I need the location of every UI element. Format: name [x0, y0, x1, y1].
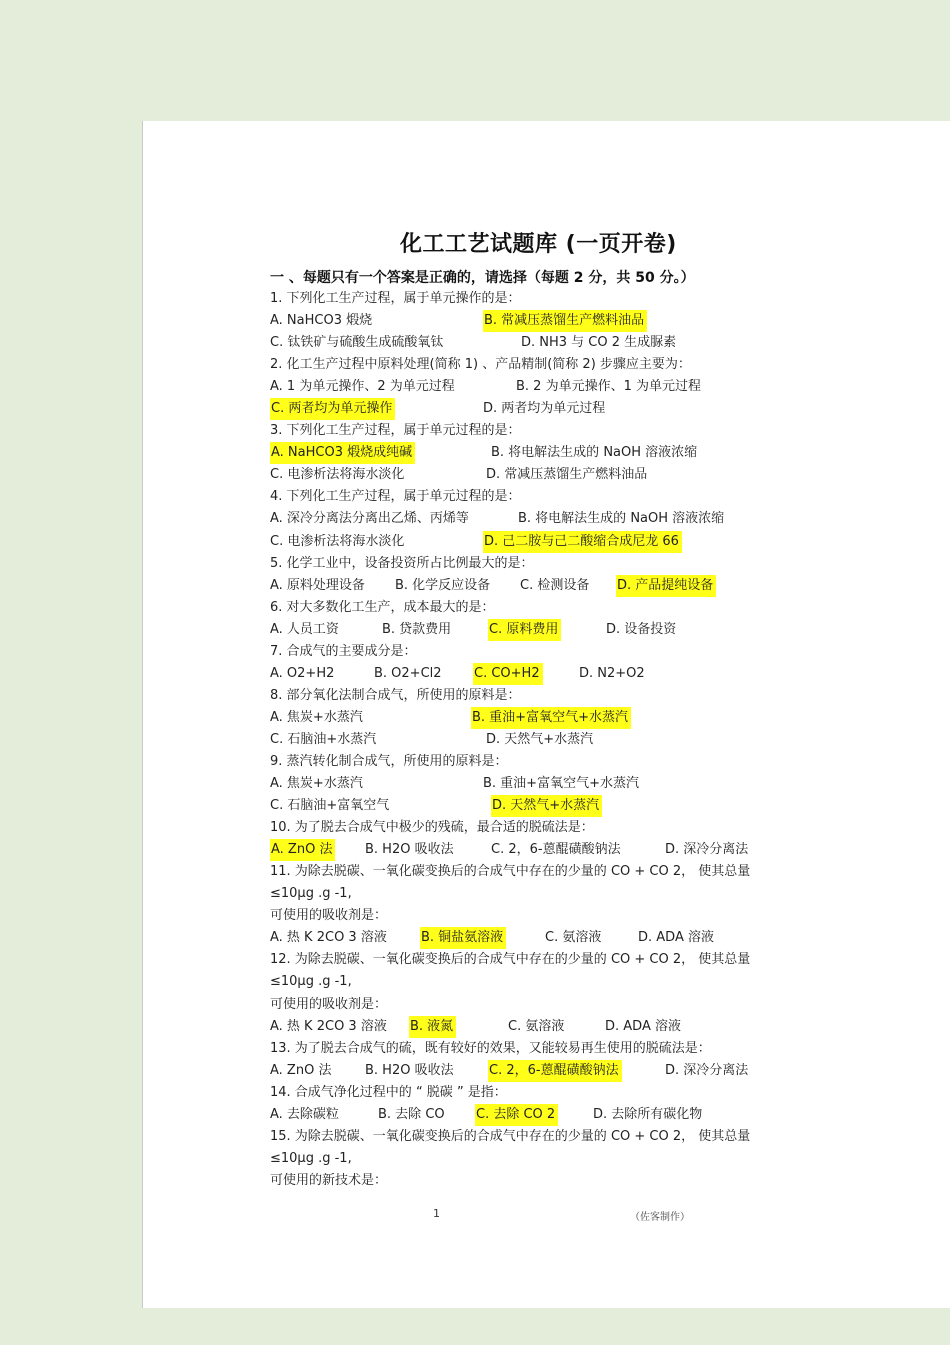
text-line — [270, 1038, 940, 1060]
question-text: 2. 化工生产过程中原料处理(简称 1) 、产品精制(简称 2) 步骤应主要为： — [270, 357, 691, 373]
highlighted-answer: A. ZnO 法 — [270, 839, 335, 861]
answer-option: D. NH3 与 CO 2 生成脲素 — [521, 335, 677, 351]
page-number: 1 — [433, 1207, 440, 1220]
answer-option: D. ADA 溶液 — [638, 930, 714, 946]
text-line — [270, 531, 940, 553]
text-line — [270, 288, 940, 310]
document-title: 化工工艺试题库 (一页开卷) — [400, 232, 677, 257]
highlighted-answer: C. CO+H2 — [473, 663, 543, 685]
answer-option: D. N2+O2 — [579, 665, 645, 681]
highlighted-answer: B. 铜盐氨溶液 — [420, 927, 506, 949]
answer-option: C. 钛铁矿与硫酸生成硫酸氧钛 — [270, 335, 444, 351]
answer-option: D. 天然气+水蒸汽 — [486, 731, 594, 747]
text-line — [270, 1126, 940, 1148]
section-heading: 一 、每题只有一个答案是正确的，请选择（每题 2 分，共 50 分。） — [270, 270, 695, 286]
text-line — [270, 905, 940, 927]
text-line — [270, 442, 940, 464]
answer-option: B. 2 为单元操作、1 为单元过程 — [516, 379, 701, 395]
text-line — [270, 332, 940, 354]
answer-option: B. H2O 吸收法 — [365, 1062, 454, 1078]
question-text: 5. 化学工业中，设备投资所占比例最大的是： — [270, 555, 534, 571]
text-line — [270, 464, 940, 486]
text-line — [270, 663, 940, 685]
highlighted-answer: C. 去除 CO 2 — [475, 1104, 558, 1126]
answer-option: D. 去除所有碳化物 — [593, 1106, 703, 1122]
answer-option: C. 石脑油+富氧空气 — [270, 798, 390, 814]
highlighted-answer: B. 常减压蒸馏生产燃料油品 — [483, 310, 647, 332]
question-text: ≤10μg .g -1, — [270, 886, 352, 902]
text-line — [270, 949, 940, 971]
answer-option: D. 深冷分离法 — [665, 1062, 749, 1078]
highlighted-answer: C. 两者均为单元操作 — [270, 398, 395, 420]
text-line — [270, 729, 940, 751]
text-line — [270, 553, 940, 575]
question-text: 3. 下列化工生产过程，属于单元过程的是： — [270, 423, 521, 439]
answer-option: C. 2，6-蒽醌磺酸钠法 — [491, 842, 621, 858]
answer-option: B. O2+Cl2 — [374, 665, 442, 681]
text-line — [270, 707, 940, 729]
text-line — [270, 994, 940, 1016]
answer-option: C. 石脑油+水蒸汽 — [270, 731, 377, 747]
text-line — [270, 619, 940, 641]
question-text: 4. 下列化工生产过程，属于单元过程的是： — [270, 489, 521, 505]
text-line — [270, 398, 940, 420]
question-text: 14. 合成气净化过程中的 “ 脱碳 ” 是指： — [270, 1084, 507, 1100]
answer-option: B. 将电解法生成的 NaOH 溶液浓缩 — [518, 511, 725, 527]
highlighted-answer: A. NaHCO3 煅烧成纯碱 — [270, 442, 415, 464]
answer-option: A. 去除碳粒 — [270, 1106, 339, 1122]
text-line — [270, 685, 940, 707]
text-line — [270, 1082, 940, 1104]
text-line — [270, 486, 940, 508]
question-text: 7. 合成气的主要成分是： — [270, 643, 417, 659]
text-line — [270, 773, 940, 795]
answer-option: B. 去除 CO — [378, 1106, 445, 1122]
answer-option: A. 焦炭+水蒸汽 — [270, 776, 363, 792]
text-line — [270, 376, 940, 398]
answer-option: C. 电渗析法将海水淡化 — [270, 467, 405, 483]
question-text: 可使用的新技术是： — [270, 1172, 388, 1188]
answer-option: B. 将电解法生成的 NaOH 溶液浓缩 — [491, 445, 698, 461]
text-line — [270, 971, 940, 993]
answer-option: A. 热 K 2CO 3 溶液 — [270, 930, 387, 946]
question-text: 9. 蒸汽转化制合成气，所使用的原料是： — [270, 753, 508, 769]
answer-option: A. 热 K 2CO 3 溶液 — [270, 1018, 387, 1034]
text-line — [270, 817, 940, 839]
question-text: ≤10μg .g -1, — [270, 1150, 352, 1166]
text-line — [270, 508, 940, 530]
highlighted-answer: B. 重油+富氧空气+水蒸汽 — [471, 707, 631, 729]
text-line — [270, 1060, 940, 1082]
question-text: 13. 为了脱去合成气的硫，既有较好的效果，又能较易再生使用的脱硫法是： — [270, 1040, 711, 1056]
question-text: ≤10μg .g -1, — [270, 974, 352, 990]
text-line — [270, 751, 940, 773]
answer-option: D. 深冷分离法 — [665, 842, 749, 858]
question-text: 11. 为除去脱碳、一氧化碳变换后的合成气中存在的少量的 CO + CO 2， 使其总量 — [270, 864, 751, 880]
text-line — [270, 641, 940, 663]
question-text: 可使用的吸收剂是： — [270, 996, 388, 1012]
answer-option: A. 焦炭+水蒸汽 — [270, 709, 363, 725]
answer-option: C. 氨溶液 — [508, 1018, 565, 1034]
text-line — [270, 927, 940, 949]
question-text: 8. 部分氧化法制合成气，所使用的原料是： — [270, 687, 521, 703]
highlighted-answer: D. 己二胺与己二酸缩合成尼龙 66 — [483, 531, 682, 553]
text-line — [270, 310, 940, 332]
highlighted-answer: C. 原料费用 — [488, 619, 561, 641]
question-list — [270, 288, 940, 1192]
text-line — [270, 354, 940, 376]
text-line — [270, 1016, 940, 1038]
question-text: 6. 对大多数化工生产，成本最大的是： — [270, 599, 495, 615]
document-page — [143, 121, 950, 1308]
answer-option: C. 氨溶液 — [545, 930, 602, 946]
answer-option: D. ADA 溶液 — [605, 1018, 681, 1034]
text-line — [270, 1104, 940, 1126]
text-line — [270, 839, 940, 861]
answer-option: D. 常减压蒸馏生产燃料油品 — [486, 467, 648, 483]
text-line — [270, 1148, 940, 1170]
question-text: 12. 为除去脱碳、一氧化碳变换后的合成气中存在的少量的 CO + CO 2， 使其总量 — [270, 952, 751, 968]
text-line — [270, 861, 940, 883]
question-text: 10. 为了脱去合成气中极少的残硫，最合适的脱硫法是： — [270, 820, 594, 836]
answer-option: B. H2O 吸收法 — [365, 842, 454, 858]
text-line — [270, 795, 940, 817]
credit-note: （佐客制作） — [630, 1212, 690, 1223]
answer-option: A. ZnO 法 — [270, 1062, 332, 1078]
highlighted-answer: C. 2，6-蒽醌磺酸钠法 — [488, 1060, 622, 1082]
question-text: 1. 下列化工生产过程，属于单元操作的是： — [270, 291, 521, 306]
text-line — [270, 597, 940, 619]
answer-option: B. 贷款费用 — [382, 621, 452, 637]
answer-option: A. 原料处理设备 — [270, 577, 365, 593]
answer-option: C. 检测设备 — [520, 577, 590, 593]
answer-option: A. 深冷分离法分离出乙烯、丙烯等 — [270, 511, 469, 527]
answer-option: A. NaHCO3 煅烧 — [270, 313, 373, 329]
answer-option: B. 化学反应设备 — [395, 577, 491, 593]
text-line — [270, 883, 940, 905]
answer-option: D. 两者均为单元过程 — [483, 401, 606, 417]
answer-option: A. 1 为单元操作、2 为单元过程 — [270, 379, 455, 395]
answer-option: B. 重油+富氧空气+水蒸汽 — [483, 776, 639, 792]
text-line — [270, 575, 940, 597]
answer-option: A. 人员工资 — [270, 621, 339, 637]
highlighted-answer: D. 产品提纯设备 — [616, 575, 716, 597]
highlighted-answer: D. 天然气+水蒸汽 — [491, 795, 602, 817]
answer-option: A. O2+H2 — [270, 665, 335, 681]
question-text: 15. 为除去脱碳、一氧化碳变换后的合成气中存在的少量的 CO + CO 2， 使其总量 — [270, 1128, 751, 1144]
highlighted-answer: B. 液氮 — [409, 1016, 456, 1038]
text-line — [270, 420, 940, 442]
question-text: 可使用的吸收剂是： — [270, 908, 388, 924]
answer-option: D. 设备投资 — [606, 621, 677, 637]
text-line — [270, 1170, 940, 1192]
answer-option: C. 电渗析法将海水淡化 — [270, 533, 405, 549]
